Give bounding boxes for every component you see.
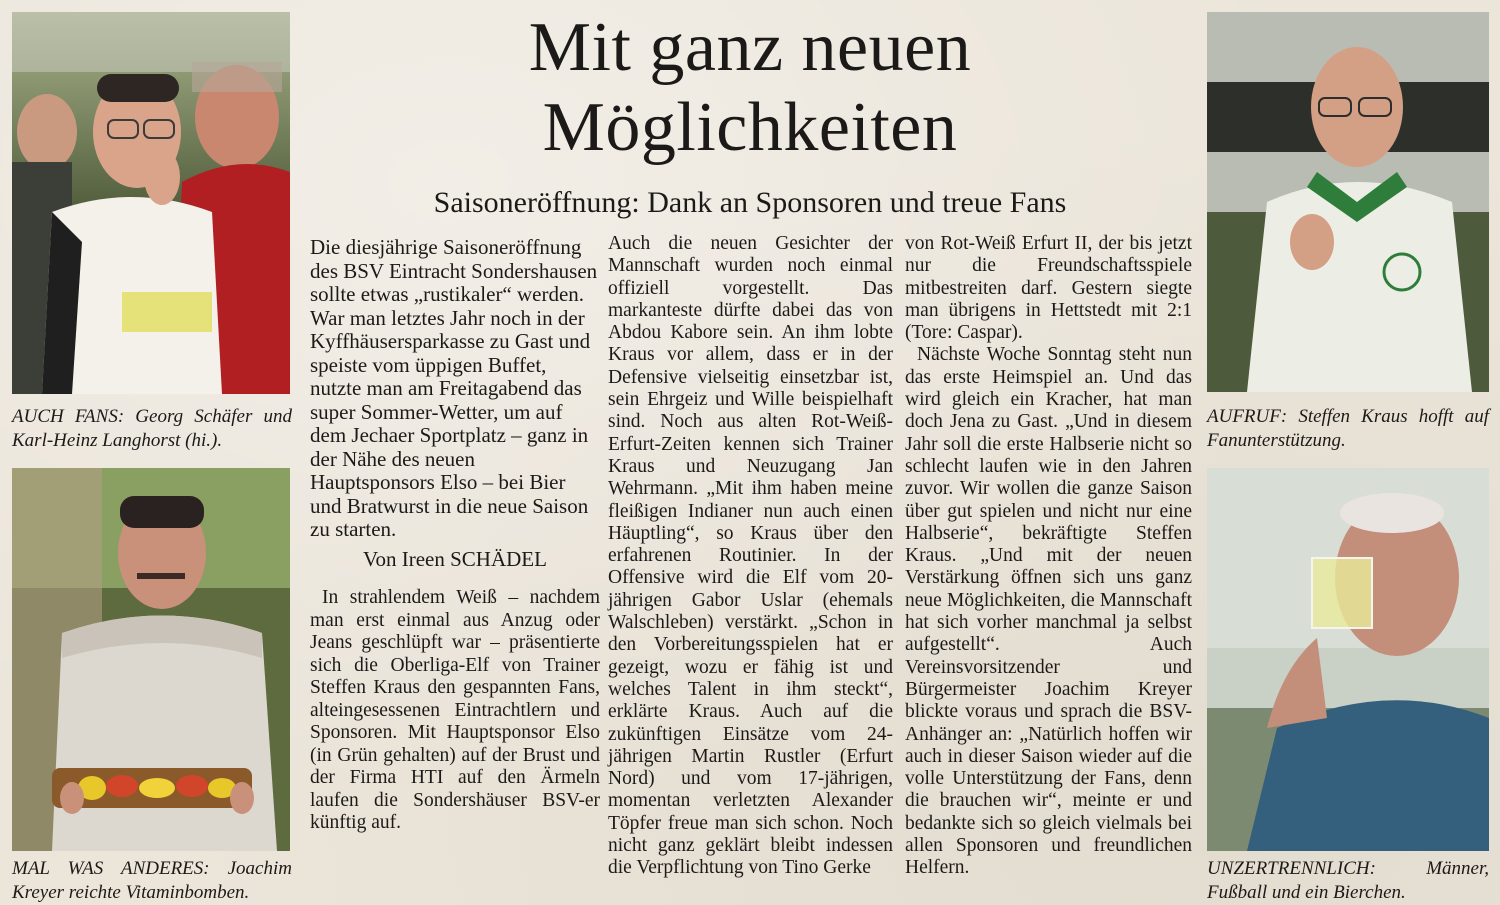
column-3-part-2: Nächste Woche Sonntag steht nun das erste Heimspiel an. Und das wird gleich ein Kracher, hat man doch Jena zu Gast. „Und in diesem Jahr soll die erste Halbserie nicht so schlecht laufen wie in den Jahren zuvor. Wir wollen die ganze Saison über gut spielen und nicht nur eine Halbserie“, bekräftigte Steffen Kraus. „Und mit der neuen Verstärkung öffnen sich uns ganz neue Möglichkeiten, die Mannschaft hat sich vorher manchmal ja selbst aufgestellt“. Auch Vereinsvorsitzender und Bürgermeister Joachim Kreyer blickte voraus und sprach die BSV-Anhänger an: „Natürlich hoffen wir auch in dieser Saison wieder auf die volle Unterstützung der Fans, denn die brauchen wir“, meinte er und bedankte sich so gleich vielmals bei allen Sponsoren und freundlichen Helfern. <box>905 344 1192 879</box>
column-1-body: In strahlendem Weiß – nachdem man erst einmal aus Anzug oder Jeans geschlüpft war – präsentierte sich die Oberliga-Elf von Trainer Steffen Kraus den gespannten Fans, alteingesessenen Eintrachtlern und Sponsoren. Mit Hauptsponsor Elso (in Grün gehalten) auf der Brust und der Firma HTI auf den Ärmeln laufen die Sondershäuser BSV-er künftig auf. <box>310 587 600 833</box>
photo-beer-image <box>1207 468 1489 851</box>
subheadline: Saisoneröffnung: Dank an Sponsoren und treue Fans <box>433 186 1067 219</box>
photo-fans <box>12 12 290 394</box>
article-column-3 <box>905 233 1192 880</box>
headline-line-1: Mit ganz neuen <box>528 9 972 86</box>
caption-kreyer: MAL WAS ANDERES: Joachim Kreyer reichte Vitaminbomben. <box>12 858 292 903</box>
photo-kreyer-image <box>12 468 290 851</box>
headline-line-2: Möglichkeiten <box>542 89 958 166</box>
column-2-body: Auch die neuen Gesichter der Mannschaft wurden noch einmal offiziell vorgestellt. Das markanteste dürfte dabei das von Abdou Kabore sein. An ihm lobte Kraus vor allem, dass er in der Defensive vielseitig einsetzbar ist, sein Ehrgeiz und Wille beispielhaft sind. Noch aus alten Rot-Weiß-Erfurt-Zeiten kennen sich Trainer Kraus und Neuzugang Jan Wehrmann. „Mit ihm haben meine fleißigen Indianer nun auch einen Häuptling“, so Kraus über den erfahrenen Routinier. In der Offensive wird die Elf vom 20-jährigen Gabor Uslar (ehemals Walschleben) verstärkt. „Schon in den Vorbereitungsspielen hat er gezeigt, wozu er fähig ist und welches Talent in ihm steckt“, erklärte Kraus. Auch auf die zukünftigen Einsätze vom 24-jährigen Martin Rustler (Erfurt Nord) und vom 17-jährigen, momentan verletzten Alexander Töpfer freue man sich schon. Noch nicht ganz geklärt bleibt indessen die Verpflichtung von Tino Gerke <box>608 233 893 879</box>
column-3-part-1: von Rot-Weiß Erfurt II, der bis jetzt nur die Freundschaftsspiele mitbestreiten darf. Gestern siegte man übrigens in Hettstedt mit 2:1 (Tore: Caspar). <box>905 233 1192 344</box>
photo-fans-image <box>12 12 290 394</box>
caption-beer: UNZERTRENNLICH: Männer, Fußball und ein Bierchen. <box>1207 858 1489 903</box>
caption-fans: AUCH FANS: Georg Schäfer und Karl-Heinz Langhorst (hi.). <box>12 406 292 451</box>
intro-paragraph: Die diesjährige Saisoneröffnung des BSV Eintracht Sondershausen sollte etwas „rustikaler“ werden. War man letztes Jahr noch in der Kyffhäusersparkasse zu Gast und speiste vom üppigen Buffet, nutzte man am Freitagabend das super Sommer-Wetter, um auf dem Jechaer Sportplatz – ganz in der Nähe des neuen Hauptsponsors Elso – bei Bier und Bratwurst in die neue Saison zu starten. <box>310 235 598 541</box>
byline: Von Ireen SCHÄDEL <box>363 546 547 571</box>
caption-kraus: AUFRUF: Steffen Kraus hofft auf Fanunterstützung. <box>1207 406 1489 451</box>
photo-kraus-image <box>1207 12 1489 392</box>
photo-kraus <box>1207 12 1489 392</box>
photo-kreyer <box>12 468 290 851</box>
article-column-1 <box>310 236 600 835</box>
headline <box>300 8 1200 168</box>
photo-beer <box>1207 468 1489 851</box>
article-column-2 <box>608 233 893 880</box>
